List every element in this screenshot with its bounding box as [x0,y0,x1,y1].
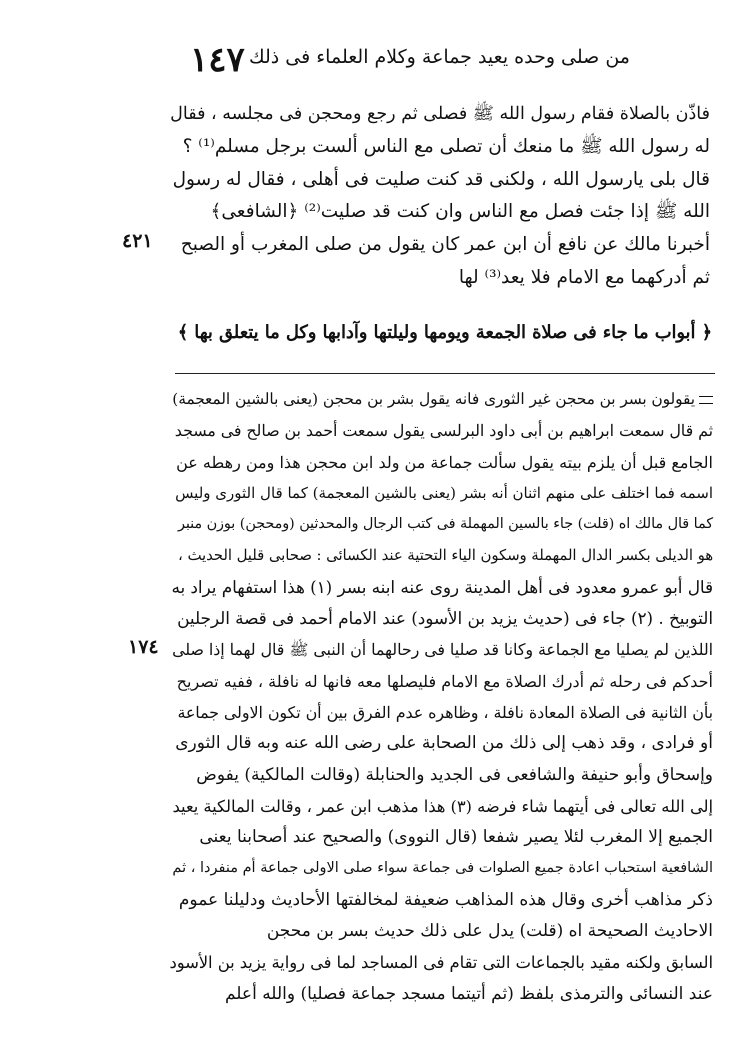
footnote-line: هو الديلى بكسر الدال المهملة وسكون الياء التحتية عند الكسائى : صحابى قليل الحديث ، [178,547,713,565]
footnote-line: الشافعية استحباب اعادة جميع الصلوات فى جماعة سواء صلى الاولى جماعة أم منفردا ، ثم [172,860,713,877]
footnote-divider [175,373,715,374]
footnote-line [170,384,713,415]
footnote-line: الجميع إلا المغرب لئلا يصير شفعا (قال النووى) والصحيح عند أصحابنا يعنى [199,827,713,848]
margin-hadith-number: ١٧٤ [128,636,159,658]
footnote-line: عند النسائى والترمذى بلفظ (ثم أتيتما مسجد جماعة فصليا) والله أعلم [224,983,713,1004]
footnote-line: أحدكم فى رحله ثم أدرك الصلاة مع الامام فليصلها معه فانها له نافلة ، ففيه تصريح [176,671,713,691]
footnote-line: التوبيخ . (٢) جاء فى (حديث يزيد بن الأسود) عند الامام أحمد فى قصة الرجلين [177,608,713,629]
footnote-line: السابق ولكنه مقيد بالجماعات التى تقام فى المساجد لما فى رواية يزيد بن الأسود [169,953,713,973]
main-line: الله ﷺ إذا جئت فصل مع الناس وان كنت قد صليت⁽²⁾ ﴿الشافعى﴾ [210,201,710,223]
page-number: ١٤٧ [190,40,245,80]
main-line: ثم أدركهما مع الامام فلا يعد⁽³⁾ لها [458,266,710,288]
footnote-line: إلى الله تعالى فى أيتهما شاء فرضه (٣) هذا مذهب ابن عمر ، وقالت المالكية يعيد [172,796,713,816]
margin-hadith-number: ٤٢١ [122,230,153,252]
page-header [190,40,630,84]
footnote-line: أو فرادى ، وقد ذهب إلى ذلك من الصحابة على رضى الله عنه وبه قال الثورى [175,733,713,754]
footnote-line: اللذين لم يصليا مع الجماعة وكانا قد صليا فى رحالهما أن النبى ﷺ قال لهما إذا صلى [172,640,713,660]
footnote-line: كما قال مالك اه (قلت) جاء بالسين المهملة فى كتب الرجال والمحدثين (ومحجن) بوزن منبر [177,516,713,533]
footnote-line: قال أبو عمرو معدود فى أهل المدينة روى عنه ابنه بسر (١) هذا استفهام يراد به [171,576,713,597]
main-line: أخبرنا مالك عن نافع أن ابن عمر كان يقول من صلى المغرب أو الصبح [180,234,710,256]
footnote-line: الاحاديث الصحيحة اه (قلت) يدل على ذلك حديث بسر بن محجن [266,921,713,942]
main-line: له رسول الله ﷺ ما منعك أن تصلى مع الناس ألست برجل مسلم⁽¹⁾ ؟ [182,135,710,157]
continuation-mark-icon [699,396,713,404]
footnote-line: الجامع قبل أن يلزم بيته يقول سألت جماعة من ولد ابن محجن هذا ومن رهطه عن [176,452,713,472]
footnote-line: بأن الثانية فى الصلاة المعادة نافلة ، وظاهره عدم الفرق بين أن تكون الاولى جماعة [177,702,713,722]
main-text [170,98,710,295]
running-title: من صلى وحده يعيد جماعة وكلام العلماء فى ذلك [248,46,630,68]
footnote-line: ثم قال سمعت ابراهيم بن أبى داود البرلسى يقول سمعت أحمد بن صالح فى مسجد [174,421,713,441]
footnotes [170,384,713,1010]
footnote-text: يقولون بسر بن محجن غير الثورى فانه يقول بشر بن محجن (يعنى بالشين المعجمة) [172,390,695,408]
main-line: فاذّن بالصلاة فقام رسول الله ﷺ فصلى ثم رجع ومحجن فى مجلسه ، فقال [170,104,710,124]
footnote-line: اسمه فما اختلف على منهم اثنان أنه بشر (يعنى بالشين المعجمة) كما قال الثورى وليس [175,483,713,502]
footnote-line: ذكر مذاهب أخرى وقال هذه المذاهب ضعيفة لمخالفتها الأحاديث ودليلنا عموم [178,889,713,910]
main-line: قال بلى يارسول الله ، ولكنى قد كنت صليت فى أهلى ، فقال له رسول [172,168,710,190]
chapter-heading: ﴿ أبواب ما جاء فى صلاة الجمعة ويومها وليلتها وآدابها وكل ما يتعلق بها ﴾ [177,322,712,343]
footnote-line: وإسحاق وأبو حنيفة والشافعى فى الجديد والحنابلة (وقالت المالكية) يفوض [196,764,713,785]
